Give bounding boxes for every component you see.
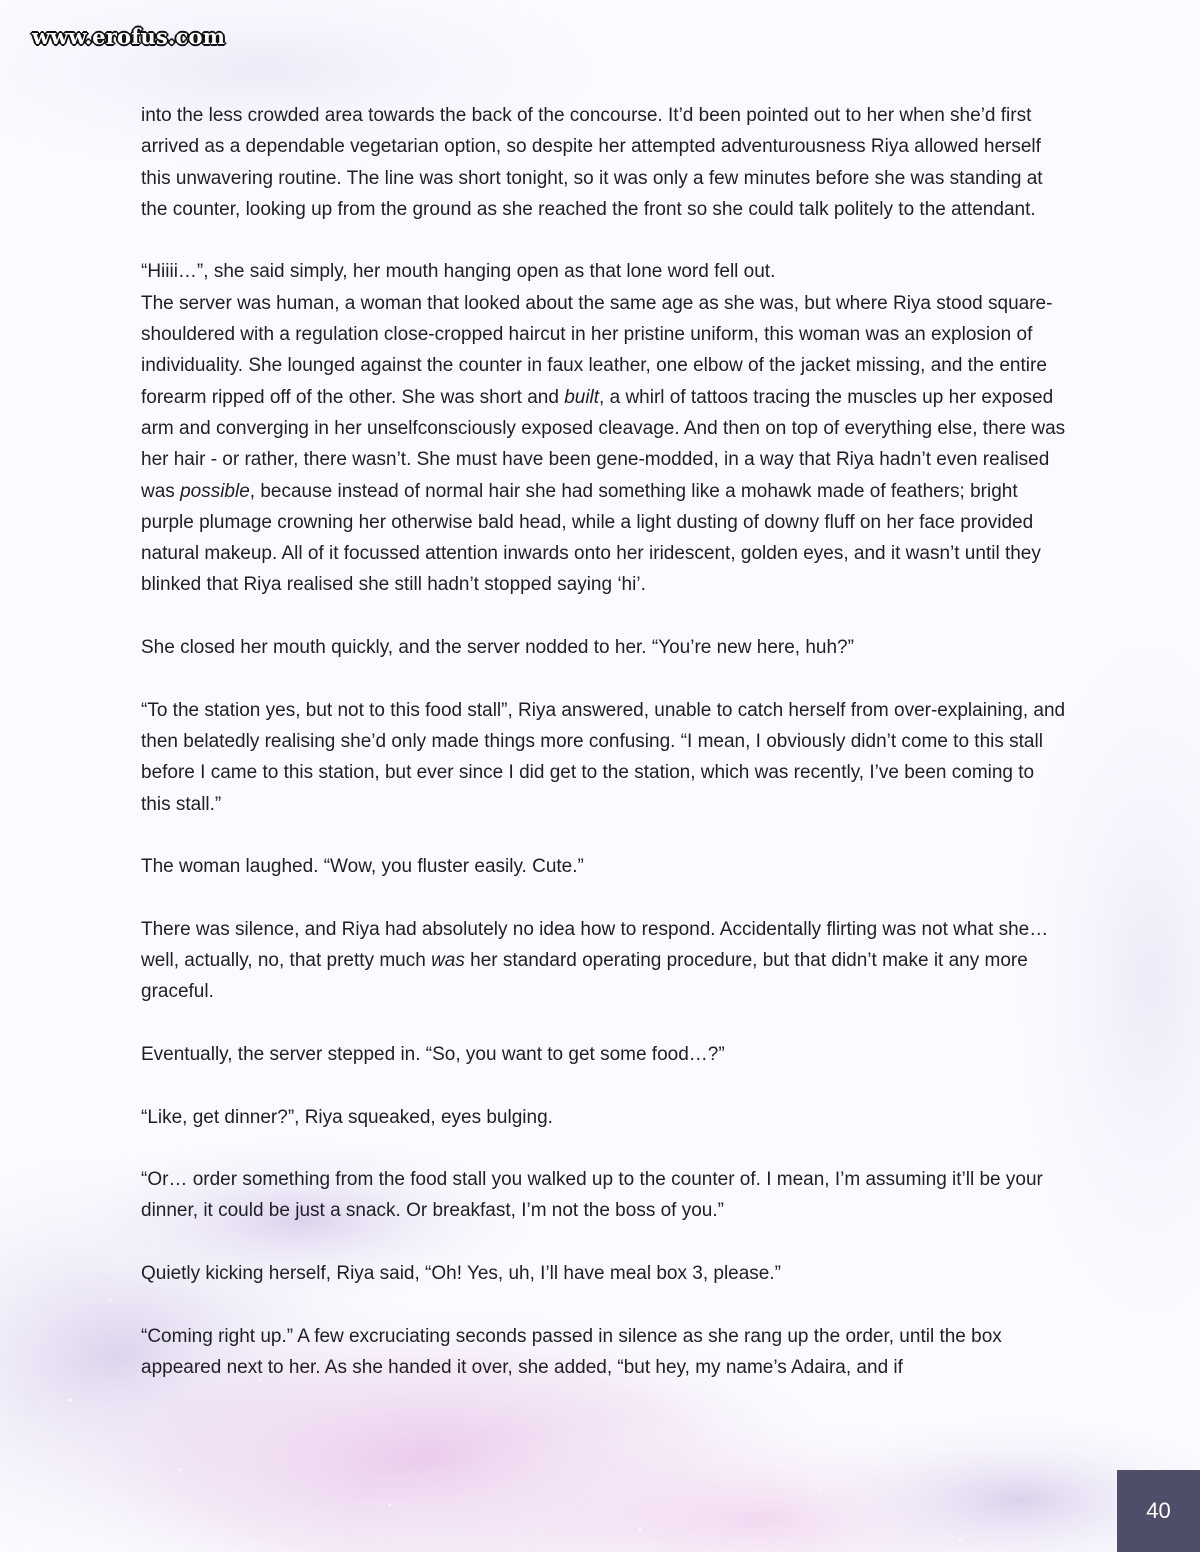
page-number: 40	[1146, 1498, 1171, 1523]
paragraph-7	[141, 914, 1066, 1008]
paragraph-5: “To the station yes, but not to this food stall”, Riya answered, unable to catch herself from over-explaining, and then belatedly realising she’d only made things more confusing. “I mean, I obviously didn’t come to this stall before I came to this station, but ever since I did get to the station, which was recently, I’ve been coming to this stall.”	[141, 699, 1066, 815]
paragraph-8: Eventually, the server stepped in. “So, you want to get some food…?”	[141, 1043, 725, 1065]
page-body-text	[141, 100, 1066, 1383]
site-watermark: www.erofus.com	[32, 24, 226, 49]
paragraph-3-italic-built: built	[564, 386, 600, 408]
page-number-box	[1117, 1470, 1200, 1552]
paragraph-3	[141, 288, 1066, 601]
paragraph-7-part-1: There was silence, and Riya had absolutely no idea how to respond. Accidentally flirting was not what she… well, actually, no, that pretty much	[141, 918, 1049, 972]
paragraph-10: “Or… order something from the food stall you walked up to the counter of. I mean, I’m assuming it’ll be your dinner, it could be just a snack. Or breakfast, I’m not the boss of you.”	[141, 1169, 1043, 1222]
paragraph-2: “Hiiii…”, she said simply, her mouth hanging open as that lone word fell out.	[141, 261, 776, 283]
paragraph-6: The woman laughed. “Wow, you fluster easily. Cute.”	[141, 856, 584, 878]
paragraph-1: into the less crowded area towards the back of the concourse. It’d been pointed out to her when she’d first arrived as a dependable vegetarian option, so despite her attempted adventurousness Riya allowed herself this unwavering routine. The line was short tonight, so it was only a few minutes before she was standing at the counter, looking up from the ground as she reached the front so she could talk politely to the attendant.	[141, 105, 1043, 220]
paragraph-4: She closed her mouth quickly, and the server nodded to her. “You’re new here, huh?”	[141, 637, 854, 659]
paragraph-3-part-2: , a whirl of tattoos tracing the muscles up her exposed arm and converging in her unselfconsciously exposed cleavage. And then on top of everything else, there was her hair - or rather, there wasn’t. She must have been gene-modded, in a way that Riya hadn’t even realised was	[141, 386, 1066, 502]
paragraph-3-part-1: The server was human, a woman that looked about the same age as she was, but where Riya stood square-shouldered with a regulation close-cropped haircut in her pristine uniform, this woman was an explosion of individuality. She lounged against the counter in faux leather, one elbow of the jacket missing, and the entire forearm ripped off of the other. She was short and	[141, 292, 1053, 408]
paragraph-7-italic-was: was	[431, 950, 465, 972]
paragraph-12: “Coming right up.” A few excruciating seconds passed in silence as she rang up the order, until the box appeared next to her. As she handed it over, she added, “but hey, my name’s Adaira, and if	[141, 1325, 1002, 1378]
paragraph-3-italic-possible: possible	[180, 480, 250, 502]
paragraph-3-part-3: , because instead of normal hair she had something like a mohawk made of feathers; bright purple plumage crowning her otherwise bald head, while a light dusting of downy fluff on her face provided natural makeup. All of it focussed attention inwards onto her iridescent, golden eyes, and it wasn’t until they blinked that Riya realised she still hadn’t stopped saying ‘hi’.	[141, 480, 1041, 596]
paragraph-11: Quietly kicking herself, Riya said, “Oh! Yes, uh, I’ll have meal box 3, please.”	[141, 1262, 781, 1284]
paragraph-7-part-2: her standard operating procedure, but that didn’t make it any more graceful.	[141, 950, 1028, 1003]
paragraph-9: “Like, get dinner?”, Riya squeaked, eyes bulging.	[141, 1106, 553, 1128]
